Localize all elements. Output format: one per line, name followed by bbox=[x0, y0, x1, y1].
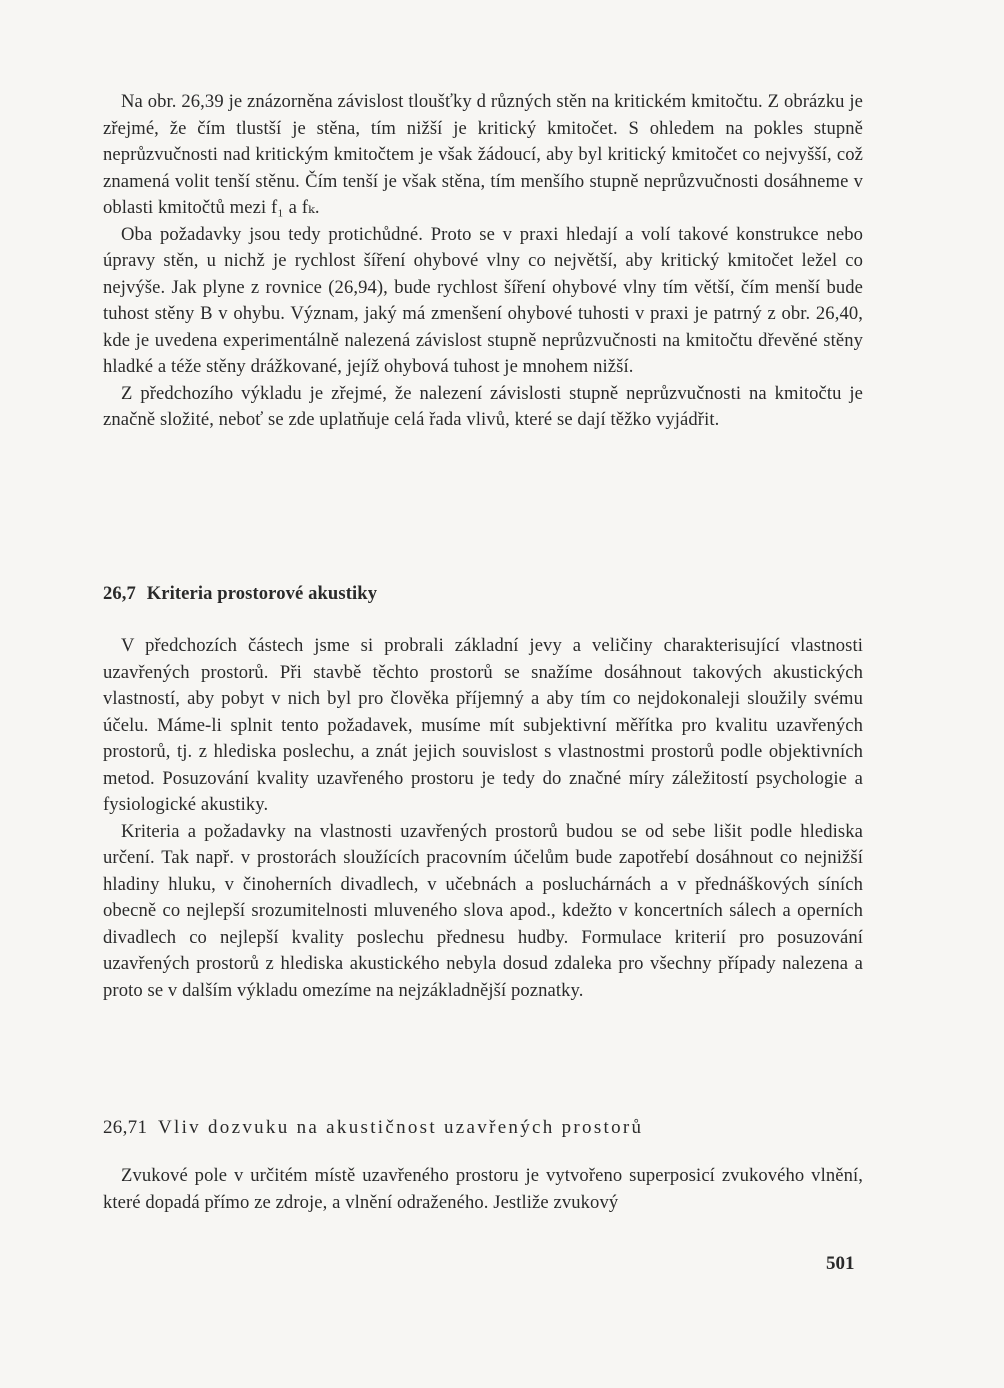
section-heading bbox=[103, 583, 377, 605]
section-number: 26,7 bbox=[103, 583, 136, 604]
subsection-title: Vliv dozvuku na akustičnost uzavřených prostorů bbox=[157, 1117, 644, 1138]
subsection-heading bbox=[103, 1117, 643, 1139]
paragraph-4: V předchozích částech jsme si probrali základní jevy a veličiny charakterisující vlastnosti uzavřených prostorů. Při stavbě těchto prostorů se snažíme dosáhnout takových akustických vlastností, aby pobyt v nich byl pro člověka příjemný a aby tím co nejdokonaleji sloužily svému účelu. Máme-li splnit tento požadavek, musíme mít subjektivní měřítka pro kvalitu uzavřených prostorů, tj. z hlediska poslechu, a znát jejich souvislost s vlastnostmi prostorů podle objektivních metod. Posuzování kvality uzavřeného prostoru je tedy do značné míry záležitostí psychologie a fysiologické akustiky. bbox=[103, 635, 863, 815]
section-title: Kriteria prostorové akustiky bbox=[146, 583, 378, 604]
subsection-text-block bbox=[103, 1163, 863, 1216]
paragraph-6: Zvukové pole v určitém místě uzavřeného prostoru je vytvořeno superposicí zvukového vlnění, které dopadá přímo ze zdroje, a vlnění odraženého. Jestliže zvukový bbox=[103, 1165, 863, 1213]
paragraph-3: Z předchozího výkladu je zřejmé, že nalezení závislosti stupně neprůzvučnosti na kmitočtu je značně složité, neboť se zde uplatňuje celá řada vlivů, které se dají těžko vyjádřit. bbox=[103, 382, 863, 430]
paragraph-2: Oba požadavky jsou tedy protichůdné. Proto se v praxi hledají a volí takové konstrukce nebo úpravy stěn, u nichž je rychlost šíření ohybové vlny co největší, aby kritický kmitočet ležel co nejvýše. Jak plyne z rovnice (26,94), bude rychlost šíření ohybové vlny tím větší, čím menší bude tuhost stěny B v ohybu. Význam, jaký má zmenšení ohybové tuhosti v praxi je patrný z obr. 26,40, kde je uvedena experimentálně nalezená závislost stupně neprůzvučnosti na kmitočtu dřevěné stěny hladké a téže stěny drážkované, jejíž ohybová tuhost je mnohem nižší. bbox=[103, 223, 863, 377]
paragraph-1: Na obr. 26,39 je znázorněna závislost tloušťky d různých stěn na kritickém kmitočtu. Z obrázku je zřejmé, že čím tlustší je stěna, tím nižší je kritický kmitočet. S ohledem na pokles stupně neprůzvučnosti nad kritickým kmitočtem je však žádoucí, aby byl kritický kmitočet co nejvyšší, což znamená volit tenší stěnu. Čím tenší je však stěna, tím menšího stupně neprůzvučnosti dosáhneme v oblasti kmitočtů mezi f₁ a fₖ. bbox=[103, 91, 863, 218]
paragraph-5: Kriteria a požadavky na vlastnosti uzavřených prostorů budou se od sebe lišit podle hlediska určení. Tak např. v prostorách sloužících pracovním účelům bude zapotřebí dosáhnout co nejnižší hladiny hluku, v činoherních divadlech, v učebnách a posluchárnách a v přednáškových síních obecně co nejlepší srozumitelnosti mluveného slova apod., kdežto v koncertních sálech a operních divadlech co nejlepší kvality poslechu přednesu hudby. Formulace kriterií pro posuzování uzavřených prostorů z hlediska akustického nebyla dosud zdaleka pro všechny případy nalezena a proto se v dalším výkladu omezíme na nejzákladnější poznatky. bbox=[103, 820, 863, 1001]
page-number: 501 bbox=[826, 1253, 855, 1274]
subsection-number: 26,71 bbox=[103, 1117, 148, 1138]
section-text-block bbox=[103, 633, 863, 1004]
top-text-block bbox=[103, 89, 863, 434]
